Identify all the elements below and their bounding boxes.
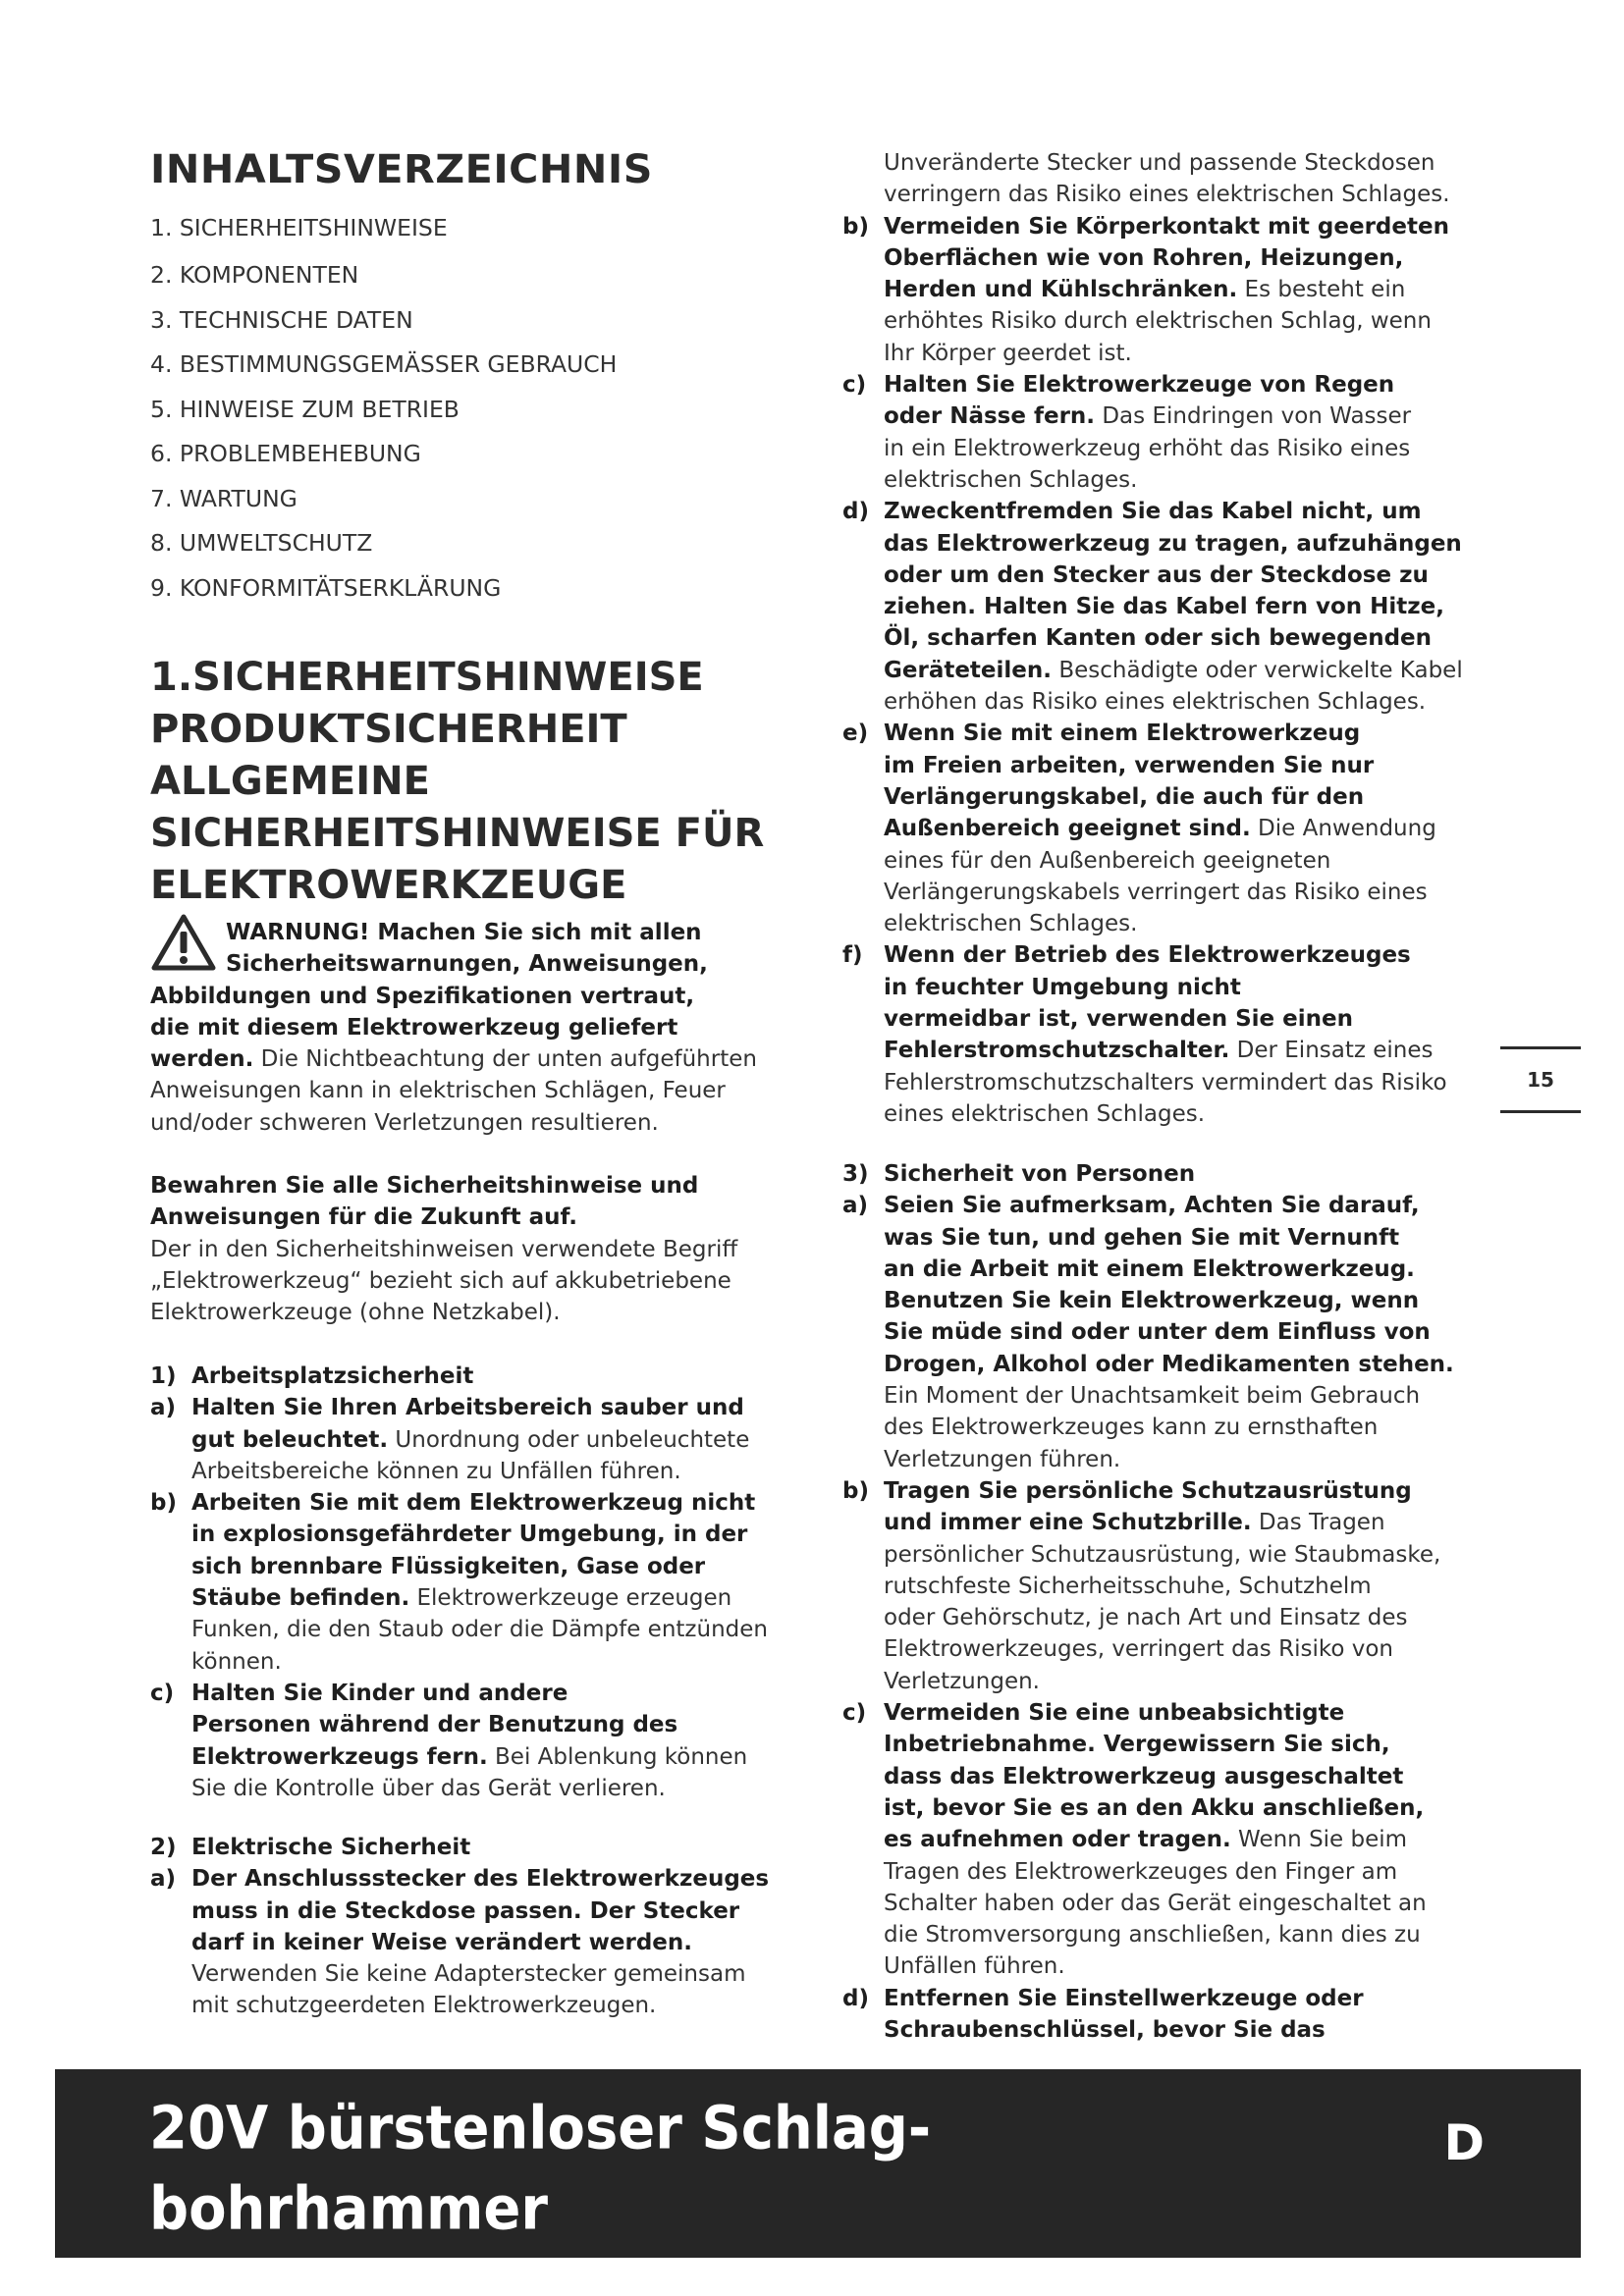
item-text: Schraubenschlüssel, bevor Sie das bbox=[884, 2017, 1326, 2044]
list-marker: 3) bbox=[842, 1161, 869, 1187]
item-text: erhöhtes Risiko durch elektrischen Schlag, wenn bbox=[884, 308, 1432, 335]
item-text: Elektrowerkzeugs fern. bbox=[191, 1743, 488, 1770]
personal-safety-section bbox=[842, 1158, 1490, 2046]
list-marker: 2) bbox=[150, 1835, 177, 1860]
item-text: Halten Sie Elektrowerkzeuge von Regen bbox=[884, 372, 1395, 399]
keep-text: Der in den Sicherheitshinweisen verwendete Begriff bbox=[150, 1236, 738, 1262]
item-text: Benutzen Sie kein Elektrowerkzeug, wenn bbox=[884, 1288, 1420, 1314]
item-text: an die Arbeit mit einem Elektrowerkzeug. bbox=[884, 1255, 1415, 1282]
toc-item: 1. SICHERHEITSHINWEISE bbox=[150, 214, 448, 241]
subsection-title: Arbeitsplatzsicherheit bbox=[191, 1363, 474, 1389]
item-text: Wenn der Betrieb des Elektrowerkzeuges bbox=[884, 942, 1411, 969]
toc-item: 2. KOMPONENTEN bbox=[150, 261, 359, 289]
electrical-safety-section bbox=[150, 1832, 798, 2022]
toc-item: 4. BESTIMMUNGSGEMÄSSER GEBRAUCH bbox=[150, 350, 618, 378]
item-text: Der Einsatz eines bbox=[1229, 1038, 1434, 1064]
warning-text: Sicherheitswarnungen, Anweisungen, bbox=[226, 951, 708, 978]
item-text: Oberflächen wie von Rohren, Heizungen, bbox=[884, 244, 1404, 271]
item-text: Es besteht ein bbox=[1237, 277, 1406, 303]
toc-item: 3. TECHNISCHE DATEN bbox=[150, 306, 413, 334]
list-marker: c) bbox=[842, 1700, 867, 1727]
item-text: Verlängerungskabel, die auch für den bbox=[884, 783, 1365, 810]
item-text: oder Nässe fern. bbox=[884, 403, 1096, 430]
item-text: elektrischen Schlages. bbox=[884, 911, 1138, 937]
item-text: oder Gehörschutz, je nach Art und Einsatz des bbox=[884, 1605, 1408, 1631]
item-text: vermeidbar ist, verwenden Sie einen bbox=[884, 1006, 1353, 1033]
item-text: in ein Elektrowerkzeug erhöht das Risiko eines bbox=[884, 435, 1411, 461]
item-text: Der Anschlussstecker des Elektrowerkzeuges bbox=[191, 1866, 770, 1893]
item-text: Drogen, Alkohol oder Medikamenten stehen. bbox=[884, 1351, 1454, 1377]
electrical-safety-continued bbox=[842, 147, 1490, 1130]
item-text: erhöhen das Risiko eines elektrischen Schlages. bbox=[884, 689, 1427, 716]
item-text: Tragen Sie persönliche Schutzausrüstung bbox=[884, 1477, 1412, 1504]
keep-text: Elektrowerkzeuge (ohne Netzkabel). bbox=[150, 1300, 561, 1326]
list-marker: f) bbox=[842, 942, 863, 969]
product-title-line: 20V bürstenloser Schlag- bbox=[149, 2094, 932, 2163]
language-code: D bbox=[1443, 2114, 1485, 2171]
section-heading-line: PRODUKTSICHERHEIT bbox=[150, 707, 627, 752]
toc-item: 9. KONFORMITÄTSERKLÄRUNG bbox=[150, 574, 502, 602]
toc-item: 5. HINWEISE ZUM BETRIEB bbox=[150, 396, 460, 423]
item-text: persönlicher Schutzausrüstung, wie Staubmaske, bbox=[884, 1541, 1441, 1568]
item-text: muss in die Steckdose passen. Der Stecker bbox=[191, 1897, 740, 1924]
item-text: Bei Ablenkung können bbox=[487, 1743, 748, 1770]
item-text: Öl, scharfen Kanten oder sich bewegenden bbox=[884, 625, 1433, 652]
item-text: Seien Sie aufmerksam, Achten Sie darauf, bbox=[884, 1193, 1420, 1219]
item-text: Schalter haben oder das Gerät eingeschaltet an bbox=[884, 1890, 1427, 1916]
product-title-line: bohrhammer bbox=[149, 2174, 548, 2244]
item-text: dass das Elektrowerkzeug ausgeschaltet bbox=[884, 1763, 1404, 1789]
section-heading-line: ELEKTROWERKZEUGE bbox=[150, 863, 627, 908]
item-text: des Elektrowerkzeuges kann zu ernsthaften bbox=[884, 1415, 1379, 1441]
item-text: Vermeiden Sie eine unbeabsichtigte bbox=[884, 1700, 1345, 1727]
item-text: Das Tragen bbox=[1251, 1510, 1385, 1536]
item-text: ziehen. Halten Sie das Kabel fern von Hitze, bbox=[884, 594, 1444, 620]
item-text: Entfernen Sie Einstellwerkzeuge oder bbox=[884, 1985, 1364, 2011]
warning-text: WARNUNG! Machen Sie sich mit allen bbox=[226, 920, 702, 945]
list-marker: d) bbox=[842, 499, 869, 525]
item-text: darf in keiner Weise verändert werden. bbox=[191, 1929, 693, 1955]
section-heading bbox=[150, 652, 798, 912]
list-marker: c) bbox=[150, 1680, 175, 1706]
item-text: Das Eindringen von Wasser bbox=[1095, 403, 1412, 430]
page-number: 15 bbox=[1500, 1046, 1581, 1113]
item-text: rutschfeste Sicherheitsschuhe, Schutzhelm bbox=[884, 1573, 1372, 1599]
item-text: Funken, die den Staub oder die Dämpfe entzünden bbox=[191, 1617, 768, 1643]
item-text: Verwenden Sie keine Adapterstecker gemeinsam bbox=[191, 1961, 746, 1988]
list-marker: d) bbox=[842, 1985, 869, 2011]
toc-item: 7. WARTUNG bbox=[150, 485, 298, 512]
item-text: in feuchter Umgebung nicht bbox=[884, 974, 1241, 1000]
item-text: können. bbox=[191, 1648, 282, 1675]
list-marker: a) bbox=[150, 1866, 177, 1893]
item-text: es aufnehmen oder tragen. bbox=[884, 1827, 1231, 1853]
warning-block bbox=[150, 917, 798, 1139]
list-marker: 1) bbox=[150, 1363, 177, 1389]
item-text: Tragen des Elektrowerkzeuges den Finger am bbox=[884, 1858, 1398, 1885]
item-text: Elektrowerkzeuge erzeugen bbox=[409, 1585, 732, 1612]
list-marker: b) bbox=[842, 1477, 869, 1504]
warning-text: werden. bbox=[150, 1046, 254, 1073]
warning-text: Anweisungen kann in elektrischen Schlägen, Feuer bbox=[150, 1078, 726, 1104]
footer-banner bbox=[55, 2069, 1581, 2258]
item-text: Inbetriebnahme. Vergewissern Sie sich, bbox=[884, 1732, 1390, 1758]
item-text: Geräteteilen. bbox=[884, 657, 1053, 683]
item-text: ist, bevor Sie es an den Akku anschließen, bbox=[884, 1794, 1425, 1821]
section-heading-line: SICHERHEITSHINWEISE FÜR bbox=[150, 811, 765, 856]
item-text: Unveränderte Stecker und passende Steckdosen bbox=[884, 150, 1435, 176]
item-text: das Elektrowerkzeug zu tragen, aufzuhängen bbox=[884, 530, 1462, 557]
keep-text: Anweisungen für die Zukunft auf. bbox=[150, 1204, 577, 1231]
subsection-title: Sicherheit von Personen bbox=[884, 1161, 1196, 1187]
list-marker: c) bbox=[842, 372, 867, 399]
item-text: Wenn Sie beim bbox=[1230, 1827, 1408, 1853]
item-text: Stäube befinden. bbox=[191, 1585, 410, 1612]
item-text: was Sie tun, und gehen Sie mit Vernunft bbox=[884, 1224, 1400, 1251]
item-text: Die Anwendung bbox=[1250, 816, 1436, 842]
warning-text: Die Nichtbeachtung der unten aufgeführten bbox=[253, 1046, 757, 1073]
list-marker: a) bbox=[842, 1193, 869, 1219]
item-text: Halten Sie Ihren Arbeitsbereich sauber und bbox=[191, 1395, 744, 1421]
workplace-safety-section bbox=[150, 1361, 798, 1804]
keep-instructions-block bbox=[150, 1170, 798, 1328]
keep-text: „Elektrowerkzeug“ bezieht sich auf akkubetriebene bbox=[150, 1267, 731, 1294]
item-text: Fehlerstromschutzschalter. bbox=[884, 1038, 1230, 1064]
item-text: Ein Moment der Unachtsamkeit beim Gebrauch bbox=[884, 1383, 1421, 1410]
item-text: Unfällen führen. bbox=[884, 1953, 1065, 1980]
list-marker: e) bbox=[842, 721, 869, 747]
item-text: Ihr Körper geerdet ist. bbox=[884, 340, 1132, 366]
keep-text: Bewahren Sie alle Sicherheitshinweise und bbox=[150, 1173, 699, 1199]
item-text: Außenbereich geeignet sind. bbox=[884, 816, 1251, 842]
item-text: Elektrowerkzeuges, verringert das Risiko von bbox=[884, 1636, 1393, 1663]
item-text: im Freien arbeiten, verwenden Sie nur bbox=[884, 752, 1375, 778]
item-text: und immer eine Schutzbrille. bbox=[884, 1510, 1252, 1536]
item-text: mit schutzgeerdeten Elektrowerkzeugen. bbox=[191, 1993, 657, 2019]
item-text: eines für den Außenbereich geeigneten bbox=[884, 847, 1331, 874]
warning-text: Abbildungen und Spezifikationen vertraut, bbox=[150, 983, 695, 1009]
item-text: Arbeitsbereiche können zu Unfällen führen. bbox=[191, 1458, 681, 1484]
item-text: in explosionsgefährdeter Umgebung, in der bbox=[191, 1522, 748, 1548]
product-title bbox=[149, 2089, 931, 2250]
item-text: elektrischen Schlages. bbox=[884, 466, 1138, 493]
item-text: Herden und Kühlschränken. bbox=[884, 277, 1238, 303]
section-heading-line: 1.SICHERHEITSHINWEISE bbox=[150, 655, 704, 700]
item-text: die Stromversorgung anschließen, kann dies zu bbox=[884, 1922, 1421, 1949]
item-text: Zweckentfremden Sie das Kabel nicht, um bbox=[884, 499, 1422, 525]
warning-text: und/oder schweren Verletzungen resultieren. bbox=[150, 1109, 659, 1136]
item-text: Vermeiden Sie Körperkontakt mit geerdeten bbox=[884, 213, 1449, 240]
toc-item: 8. UMWELTSCHUTZ bbox=[150, 529, 373, 557]
item-text: Wenn Sie mit einem Elektrowerkzeug bbox=[884, 721, 1361, 747]
item-text: Unordnung oder unbeleuchtete bbox=[388, 1426, 750, 1453]
item-text: sich brennbare Flüssigkeiten, Gase oder bbox=[191, 1553, 706, 1579]
item-text: Verletzungen. bbox=[884, 1668, 1040, 1694]
item-text: Sie die Kontrolle über das Gerät verlieren. bbox=[191, 1775, 666, 1801]
item-text: Verletzungen führen. bbox=[884, 1446, 1121, 1472]
item-text: gut beleuchtet. bbox=[191, 1426, 389, 1453]
item-text: eines elektrischen Schlages. bbox=[884, 1100, 1206, 1127]
item-text: oder um den Stecker aus der Steckdose zu bbox=[884, 561, 1429, 588]
warning-text: die mit diesem Elektrowerkzeug geliefert bbox=[150, 1014, 678, 1041]
list-marker: b) bbox=[150, 1490, 177, 1517]
item-text: Halten Sie Kinder und andere bbox=[191, 1680, 568, 1706]
list-marker: b) bbox=[842, 213, 869, 240]
subsection-title: Elektrische Sicherheit bbox=[191, 1835, 471, 1860]
item-text: Beschädigte oder verwickelte Kabel bbox=[1052, 657, 1463, 683]
item-text: verringern das Risiko eines elektrischen Schlages. bbox=[884, 182, 1450, 208]
item-text: Verlängerungskabels verringert das Risiko eines bbox=[884, 879, 1428, 905]
item-text: Personen während der Benutzung des bbox=[191, 1712, 678, 1738]
toc-title: INHALTSVERZEICHNIS bbox=[150, 147, 653, 192]
item-text: Sie müde sind oder unter dem Einfluss von bbox=[884, 1319, 1431, 1346]
section-heading-line: ALLGEMEINE bbox=[150, 759, 430, 804]
toc-item: 6. PROBLEMBEHEBUNG bbox=[150, 440, 421, 467]
item-text: Arbeiten Sie mit dem Elektrowerkzeug nicht bbox=[191, 1490, 756, 1517]
item-text: Fehlerstromschutzschalters vermindert das Risiko bbox=[884, 1069, 1447, 1095]
list-marker: a) bbox=[150, 1395, 177, 1421]
